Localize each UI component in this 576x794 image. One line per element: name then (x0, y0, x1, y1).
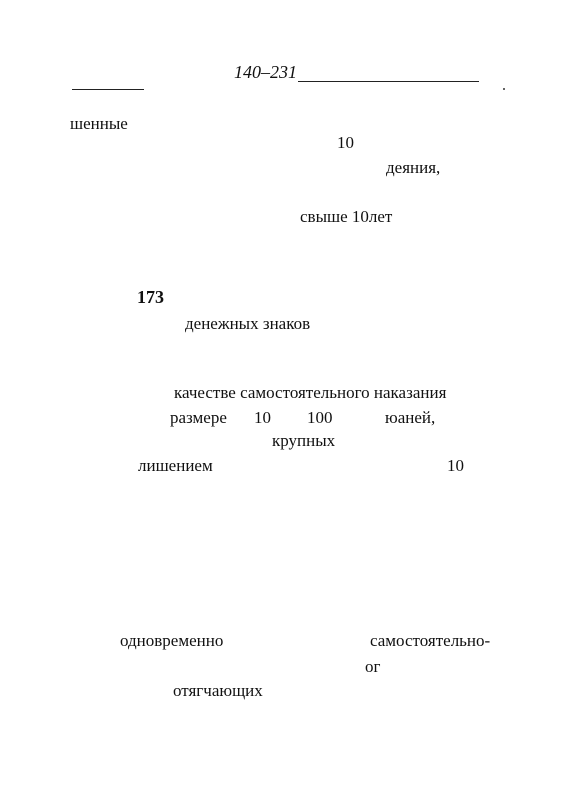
header-page-range: 140–231 (234, 62, 297, 82)
text-fragment: 10 (254, 408, 271, 427)
text-fragment: крупных (272, 431, 336, 450)
text-fragment: одновременно (120, 631, 224, 650)
text-fragment: размере (170, 408, 227, 427)
article-number: 173 (137, 287, 164, 307)
text-fragment: 10 (447, 456, 464, 475)
text-fragment: шенные (70, 114, 128, 133)
text-fragment: юаней, (385, 408, 436, 427)
text-fragment: деяния, (386, 158, 441, 177)
text-fragment: ог (365, 657, 381, 676)
text-fragment: свыше 10лет (300, 207, 393, 226)
text-fragment: качестве самостоятельного наказания (174, 383, 447, 402)
text-fragment: денежных знаков (185, 314, 311, 333)
header-left-rule (72, 89, 144, 90)
header-dot (503, 88, 505, 90)
header-right-rule (298, 81, 479, 82)
text-fragment: лишением (138, 456, 213, 475)
text-fragment: 10 (337, 133, 354, 152)
text-fragment: отягчающих (173, 681, 263, 700)
text-fragment: 100 (307, 408, 333, 427)
text-fragment: самостоятельно- (370, 631, 491, 650)
